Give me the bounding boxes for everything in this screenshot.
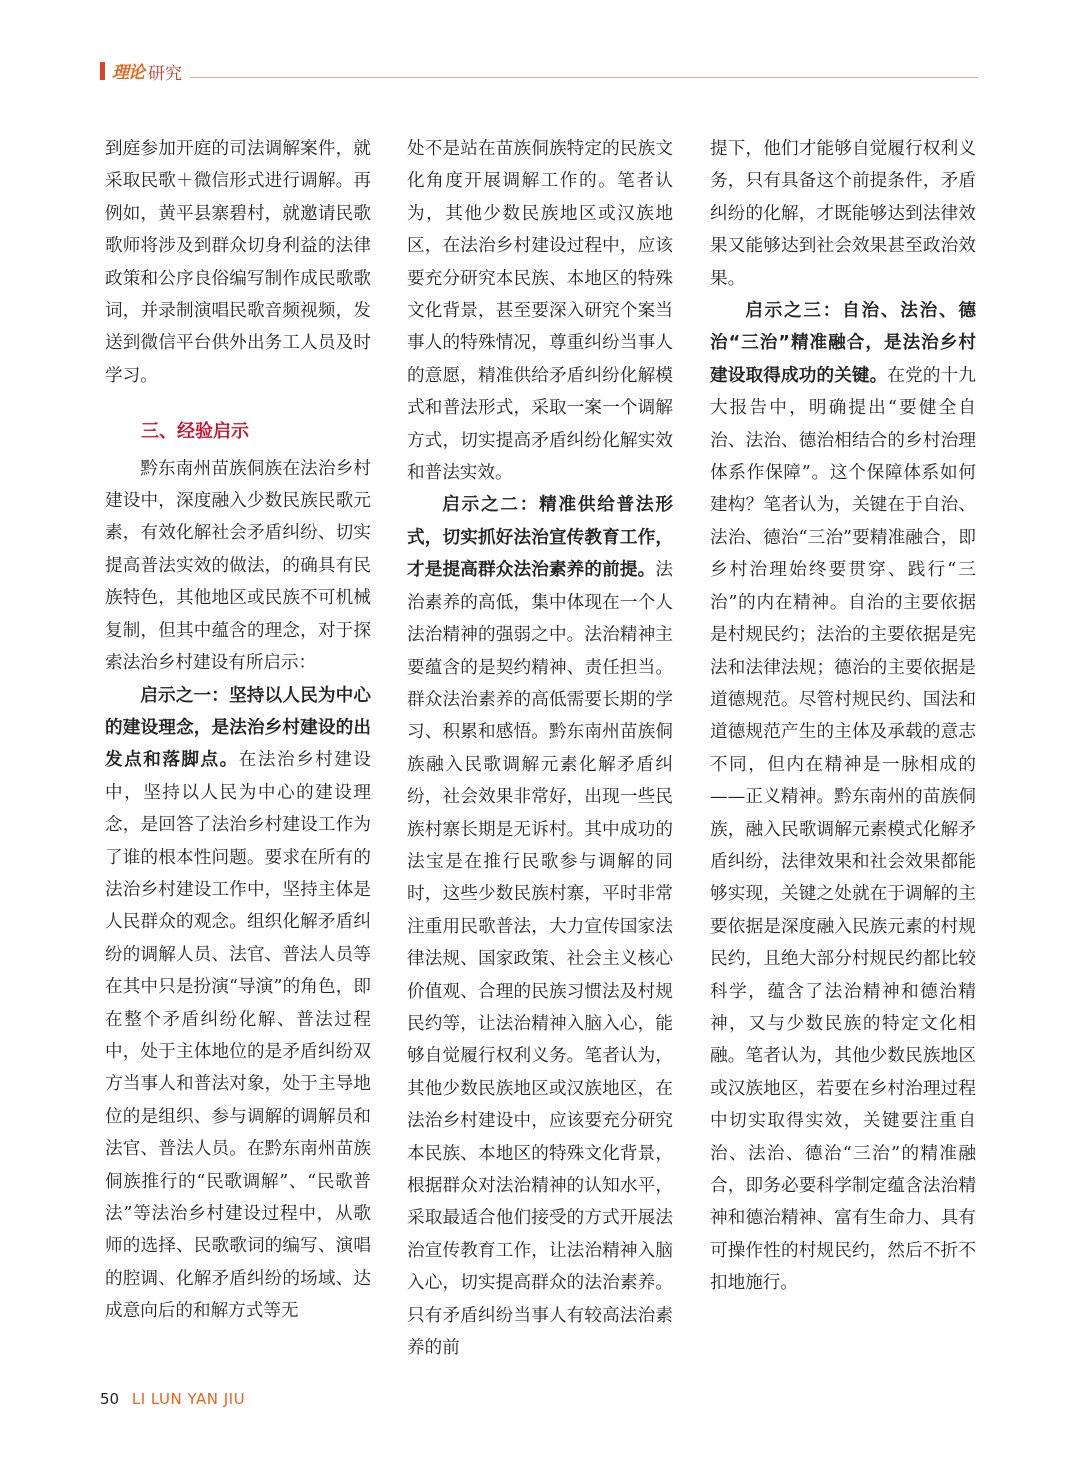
inference-heading-2: 启示之二：精准供给普法形式，切实抓好法治宣传教育工作，才是提高群众法治素养的前提。 [407,495,673,581]
journal-logo: 理论 [112,63,144,83]
section-heading: 三、经验启示 [141,421,249,443]
journal-name: LI LUN YAN JIU [131,1390,246,1408]
paragraph-body: 在党的十九大报告中，明确提出“要健全自治、法治、德治相结合的乡村治理体系作保障”。这个保障体系如何建构？笔者认为，关键在于自治、法治、德治“三治”要精准融合，即乡村治理始终要贯穿、践行“三治”的内在精神。自治的主要依据是村规民约；法治的主要依据是宪法和法律法规；德治的主要依据是道德规范。尽管村规民约、国法和道德规范产生的主体及承载的意志不同，但内在精神是一脉相成的——正义精神。黔东南州的苗族侗族，融入民歌调解元素模式化解矛盾纠纷，法律效果和社会效果都能够实现，关键之处就在于调解的主要依据是深度融入民族元素的村规民约，且绝大部分村规民约都比较科学，蕴含了法治精神和德治精神，又与少数民族的特定文化相融。笔者认为，其他少数民族地区或汉族地区，若要在乡村治理过程中切实取得实效，关键要注重自治、法治、德治“三治”的精准融合，即务必要科学制定蕴含法治精神和德治精神、富有生命力、具有可操作性的村规民约，然后不折不扣地施行。 [710,365,976,1294]
text-column-2 [407,133,673,1364]
inference-heading-1: 启示之一：坚持以人民为中心的建设理念，是法治乡村建设的出发点和落脚点。 [105,685,371,771]
text-column-3 [710,133,976,1300]
paragraph [105,680,371,1328]
paragraph: 到庭参加开庭的司法调解案件，就采取民歌＋微信形式进行调解。再例如，黄平县寨碧村，就邀请民歌歌师将涉及到群众切身利益的法律政策和公序良俗编写制作成民歌歌词，并录制演唱民歌音频视频，发送到微信平台供外出务工人员及时学习。 [105,139,371,386]
paragraph: 处不是站在苗族侗族特定的民族文化角度开展调解工作的。笔者认为，其他少数民族地区或汉族地区，在法治乡村建设过程中，应该要充分研究本民族、本地区的特殊文化背景，甚至要深入研究个案当事人的特殊情况，尊重纠纷当事人的意愿，精准供给矛盾纠纷化解模式和普法形式，采取一案一个调解方式，切实提高矛盾纠纷化解实效和普法实效。 [407,139,673,484]
inference-heading-3: 启示之三：自治、法治、德治“三治”精准融合，是法治乡村建设取得成功的关键。 [710,301,976,386]
page-header [100,58,978,84]
paragraph [710,295,976,1300]
header-accent-bar [100,62,105,80]
page-number: 50 [100,1390,120,1408]
header-rule [190,77,978,78]
paragraph: 黔东南州苗族侗族在法治乡村建设中，深度融入少数民族民歌元素，有效化解社会矛盾纠纷、切实提高普法实效的做法，的确具有民族特色，其他地区或民族不可机械复制，但其中蕴含的理念，对于探索法治乡村建设有所启示： [105,458,371,674]
paragraph: 提下，他们才能够自觉履行权利义务，只有具备这个前提条件，矛盾纠纷的化解，才既能够达到法律效果又能够达到社会效果甚至政治效果。 [710,139,976,289]
text-column-1 [105,133,371,1328]
section-name: 研究 [148,64,182,84]
page-footer [100,1390,245,1408]
paragraph-body: 在法治乡村建设中，坚持以人民为中心的建设理念，是回答了法治乡村建设工作为了谁的根本性问题。要求在所有的法治乡村建设工作中，坚持主体是人民群众的观念。组织化解矛盾纠纷的调解人员、法官、普法人员等在其中只是扮演“导演”的角色，即在整个矛盾纠纷化解、普法过程中，处于主体地位的是矛盾纠纷双方当事人和普法对象，处于主导地位的是组织、参与调解的调解员和法官、普法人员。在黔东南州苗族侗族推行的“民歌调解”、“民歌普法”等法治乡村建设过程中，从歌师的选择、民歌歌词的编写、演唱的腔调、化解矛盾纠纷的场域、达成意向后的和解方式等无 [105,750,371,1322]
paragraph-body: 法治素养的高低，集中体现在一个人法治精神的强弱之中。法治精神主要蕴含的是契约精神、责任担当。群众法治素养的高低需要长期的学习、积累和感悟。黔东南州苗族侗族融入民歌调解元素化解矛盾纠纷，社会效果非常好，出现一些民族村寨长期是无诉村。其中成功的法宝是在推行民歌参与调解的同时，这些少数民族村寨，平时非常注重用民歌普法，大力宣传国家法律法规、国家政策、社会主义核心价值观、合理的民族习惯法及村规民约等，让法治精神入脑入心，能够自觉履行权利义务。笔者认为，其他少数民族地区或汉族地区，在法治乡村建设中，应该要充分研究本民族、本地区的特殊文化背景，根据群众对法治精神的认知水平，采取最适合他们接受的方式开展法治宣传教育工作，让法治精神入脑入心，切实提高群众的法治素养。只有矛盾纠纷当事人有较高法治素养的前 [407,560,673,1359]
paragraph [407,489,673,1364]
